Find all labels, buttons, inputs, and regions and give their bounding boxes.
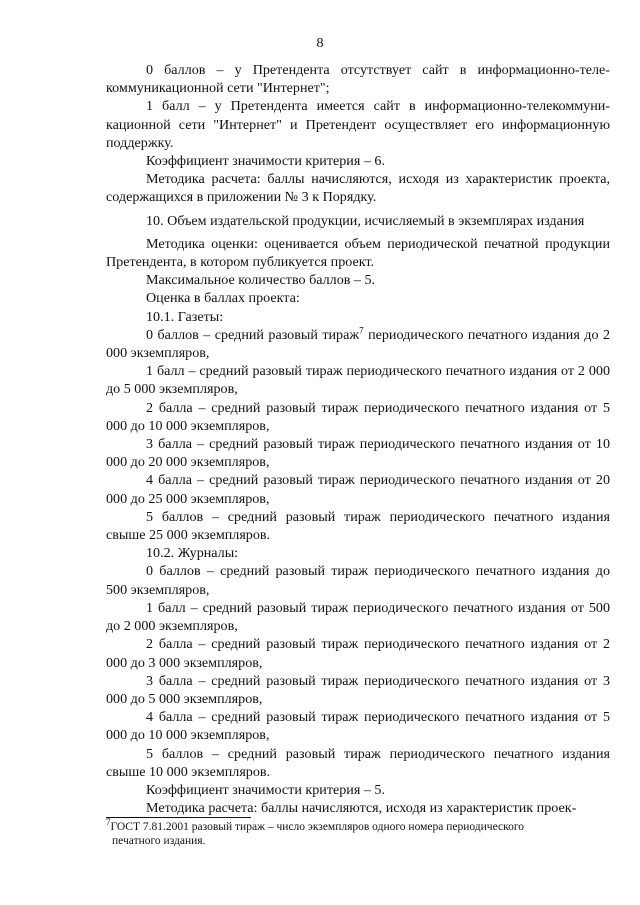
footnote-line-1: ГОСТ 7.81.2001 разовый тираж – число экземпляров одного номера периодического xyxy=(110,821,525,833)
newspapers-item-2: 2 балла – средний разовый тираж периодического печатного издания от 5 000 до 10 000 экземпляров, xyxy=(106,399,610,434)
paragraph-calculation-method: Методика расчета: баллы начисляются, исходя из характеристик проекта, содержащихся в приложении № 3 к Порядку. xyxy=(106,171,610,206)
newspapers-item-0 xyxy=(106,326,610,362)
footnote-line-2: печатного издания. xyxy=(112,835,206,847)
magazines-item-1: 1 балл – средний разовый тираж периодического печатного издания от 500 до 2 000 экземпляров, xyxy=(106,599,610,635)
paragraph-coefficient-5: Коэффициент значимости критерия – 5. xyxy=(146,781,385,798)
magazines-item-4: 4 балла – средний разовый тираж периодического печатного издания от 5 000 до 10 000 экземпляров, xyxy=(106,709,610,744)
newspapers-item-3: 3 балла – средний разовый тираж периодического печатного издания от 10 000 до 20 000 экземпляров, xyxy=(106,436,610,471)
paragraph-max-points: Максимальное количество баллов – 5. xyxy=(146,272,376,289)
newspapers-item-5: 5 баллов – средний разовый тираж периодического печатного издания свыше 25 000 экземпляров. xyxy=(106,508,610,544)
newspapers-item-1: 1 балл – средний разовый тираж периодического печатного издания от 2 000 до 5 000 экземпляров, xyxy=(106,363,610,398)
document-body xyxy=(106,61,610,817)
magazines-item-0: 0 баллов – средний разовый тираж периодического печатного издания до 500 экземпляров, xyxy=(106,563,610,598)
paragraph-scoring-intro: Оценка в баллах проекта: xyxy=(146,290,300,307)
footnote-divider xyxy=(106,817,251,818)
criterion-10-heading: 10. Объем издательской продукции, исчисляемый в экземплярах издания xyxy=(146,212,585,229)
paragraph-0-points-no-site: 0 баллов – у Претендента отсутствует сайт в информационно-телекоммуникационной сети "Интернет"; xyxy=(106,62,610,97)
paragraph-coefficient-6: Коэффициент значимости критерия – 6. xyxy=(146,153,385,170)
magazines-item-3: 3 балла – средний разовый тираж периодического печатного издания от 3 000 до 5 000 экземпляров, xyxy=(106,672,610,707)
footnote-ref[interactable]: 7 xyxy=(359,325,364,336)
subheading-magazines: 10.2. Журналы: xyxy=(146,545,239,562)
footnote xyxy=(106,817,610,848)
newspapers-item-0-before: 0 баллов – средний разовый тираж xyxy=(146,326,360,343)
footnote-mark: 7 xyxy=(106,817,111,828)
newspapers-item-0-after: периодического печатного издания до 2 000 экземпляров, xyxy=(106,326,610,362)
paragraph-assessment-method: Методика оценки: оценивается объем периодической печатной продукции Претендента, в котором публикуется проект. xyxy=(106,235,610,271)
magazines-item-5: 5 баллов – средний разовый тираж периодического печатного издания свыше 10 000 экземпляров. xyxy=(106,745,610,780)
newspapers-item-4: 4 балла – средний разовый тираж периодического печатного издания от 20 000 до 25 000 экземпляров, xyxy=(106,472,610,507)
magazines-item-2: 2 балла – средний разовый тираж периодического печатного издания от 2 000 до 3 000 экземпляров, xyxy=(106,636,610,671)
paragraph-calculation-method-2: Методика расчета: баллы начисляются, исходя из характеристик проек- xyxy=(146,800,577,817)
paragraph-1-point-site: 1 балл – у Претендента имеется сайт в информационно-телекоммуникационной сети "Интернет" и Претендент осуществляет его информационную поддержку. xyxy=(106,98,610,151)
page-number: 8 xyxy=(316,36,324,51)
subheading-newspapers: 10.1. Газеты: xyxy=(146,308,224,325)
